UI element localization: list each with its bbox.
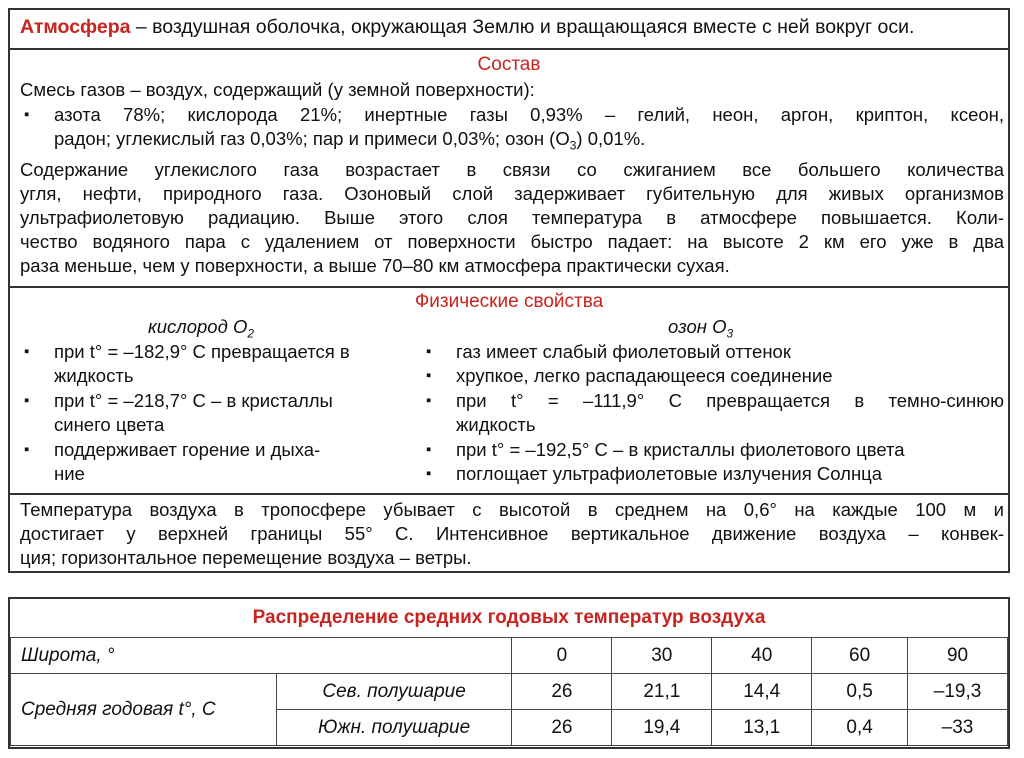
oxygen-property: жидкость (54, 365, 134, 386)
composition-header: Состав (477, 54, 541, 75)
troposphere-line: ция; горизонтальное перемещение воздуха – ветры. (20, 547, 472, 568)
ozone-title-subscript: 3 (726, 326, 734, 341)
north-cell: 21,1 (612, 674, 712, 710)
temperature-table (10, 637, 1008, 746)
physical-header: Физические свойства (414, 291, 604, 312)
north-cell: 26 (512, 674, 612, 710)
avg-temp-label: Средняя годовая t°, С (11, 674, 277, 746)
oxygen-property: при t° = –218,7° С – в кристаллы (54, 390, 333, 411)
troposphere-line: Температура воздуха в тропосфере убывает с высотой в среднем на 0,6° на каждые 100 м и (20, 499, 1004, 520)
bullet-icon: ▪ (24, 343, 30, 360)
composition-bullet-line1: азота 78%; кислорода 21%; инертные газы 0,93% – гелий, неон, аргон, криптон, ксеон, (54, 104, 1004, 125)
oxygen-property: синего цвета (54, 414, 165, 435)
bullet-line2-text: радон; углекислый газ 0,03%; пар и примеси 0,03%; озон (О (54, 128, 570, 149)
divider (10, 286, 1008, 288)
ozone-property: при t° = –192,5° С – в кристаллы фиолетового цвета (456, 439, 905, 460)
composition-paragraph-line: раза меньше, чем у поверхности, а выше 70–80 км атмосфера практически сухая. (20, 255, 730, 276)
south-label: Южн. полушарие (276, 710, 512, 746)
atmosphere-info-panel (8, 8, 1010, 573)
composition-paragraph-line: угля, нефти, природного газа. Озоновый слой задерживает губительную для живых организмов (20, 183, 1004, 204)
latitude-cell: 60 (812, 638, 908, 674)
ozone-property: газ имеет слабый фиолетовый оттенок (456, 341, 791, 362)
south-cell: 13,1 (712, 710, 812, 746)
table-title: Распределение средних годовых температур воздуха (252, 607, 766, 628)
ozone-subscript: 3 (569, 138, 577, 153)
table-row (11, 674, 1008, 710)
bullet-icon: ▪ (24, 392, 30, 409)
oxygen-property: ние (54, 463, 85, 484)
latitude-label: Широта, ° (11, 638, 512, 674)
north-label: Сев. полушарие (276, 674, 512, 710)
bullet-icon: ▪ (426, 465, 432, 482)
ozone-property: жидкость (456, 414, 536, 435)
bullet-icon: ▪ (426, 441, 432, 458)
latitude-cell: 30 (612, 638, 712, 674)
oxygen-property: при t° = –182,9° С превращается в (54, 341, 350, 362)
south-cell: 26 (512, 710, 612, 746)
composition-paragraph-line: чество водяного пара с удалением от поверхности быстро падает: на высоте 2 км его уже в два (20, 231, 1004, 252)
divider (10, 493, 1008, 495)
south-cell: –33 (908, 710, 1008, 746)
temperature-table-panel (8, 597, 1010, 749)
troposphere-line: достигает у верхней границы 55° С. Интенсивное вертикальное движение воздуха – конвек- (20, 523, 1004, 544)
intro-text: – воздушная оболочка, окружающая Землю и вращающаяся вместе с ней вокруг оси. (130, 16, 915, 38)
composition-lead: Смесь газов – воздух, содержащий (у земной поверхности): (20, 79, 535, 100)
latitude-cell: 90 (908, 638, 1008, 674)
oxygen-subscript: 2 (247, 326, 255, 341)
atmosphere-term: Атмосфера (20, 16, 131, 38)
ozone-property: хрупкое, легко распадающееся соединение (456, 365, 833, 386)
bullet-icon: ▪ (24, 106, 30, 123)
bullet-icon: ▪ (426, 367, 432, 384)
south-cell: 19,4 (612, 710, 712, 746)
composition-bullet-line2 (54, 127, 645, 158)
north-cell: 14,4 (712, 674, 812, 710)
north-cell: 0,5 (812, 674, 908, 710)
south-cell: 0,4 (812, 710, 908, 746)
composition-paragraph-line: ультрафиолетовую радиацию. Выше этого слоя температура в атмосфере повышается. Коли- (20, 207, 1004, 228)
bullet-icon: ▪ (426, 343, 432, 360)
north-cell: –19,3 (908, 674, 1008, 710)
latitude-cell: 40 (712, 638, 812, 674)
oxygen-title-text: кислород O (148, 316, 248, 337)
bullet-icon: ▪ (24, 441, 30, 458)
bullet-line2-end: ) 0,01%. (576, 128, 646, 149)
latitude-cell: 0 (512, 638, 612, 674)
oxygen-property: поддерживает горение и дыха- (54, 439, 321, 460)
ozone-property: поглощает ультрафиолетовые излучения Солнца (456, 463, 883, 484)
table-row (11, 638, 1008, 674)
ozone-property: при t° = –111,9° С превращается в темно-синюю (456, 390, 1004, 411)
divider (10, 48, 1008, 50)
composition-paragraph-line: Содержание углекислого газа возрастает в связи со сжиганием все большего количества (20, 159, 1004, 180)
ozone-title-text: озон O (668, 316, 727, 337)
intro-line (20, 15, 914, 39)
bullet-icon: ▪ (426, 392, 432, 409)
